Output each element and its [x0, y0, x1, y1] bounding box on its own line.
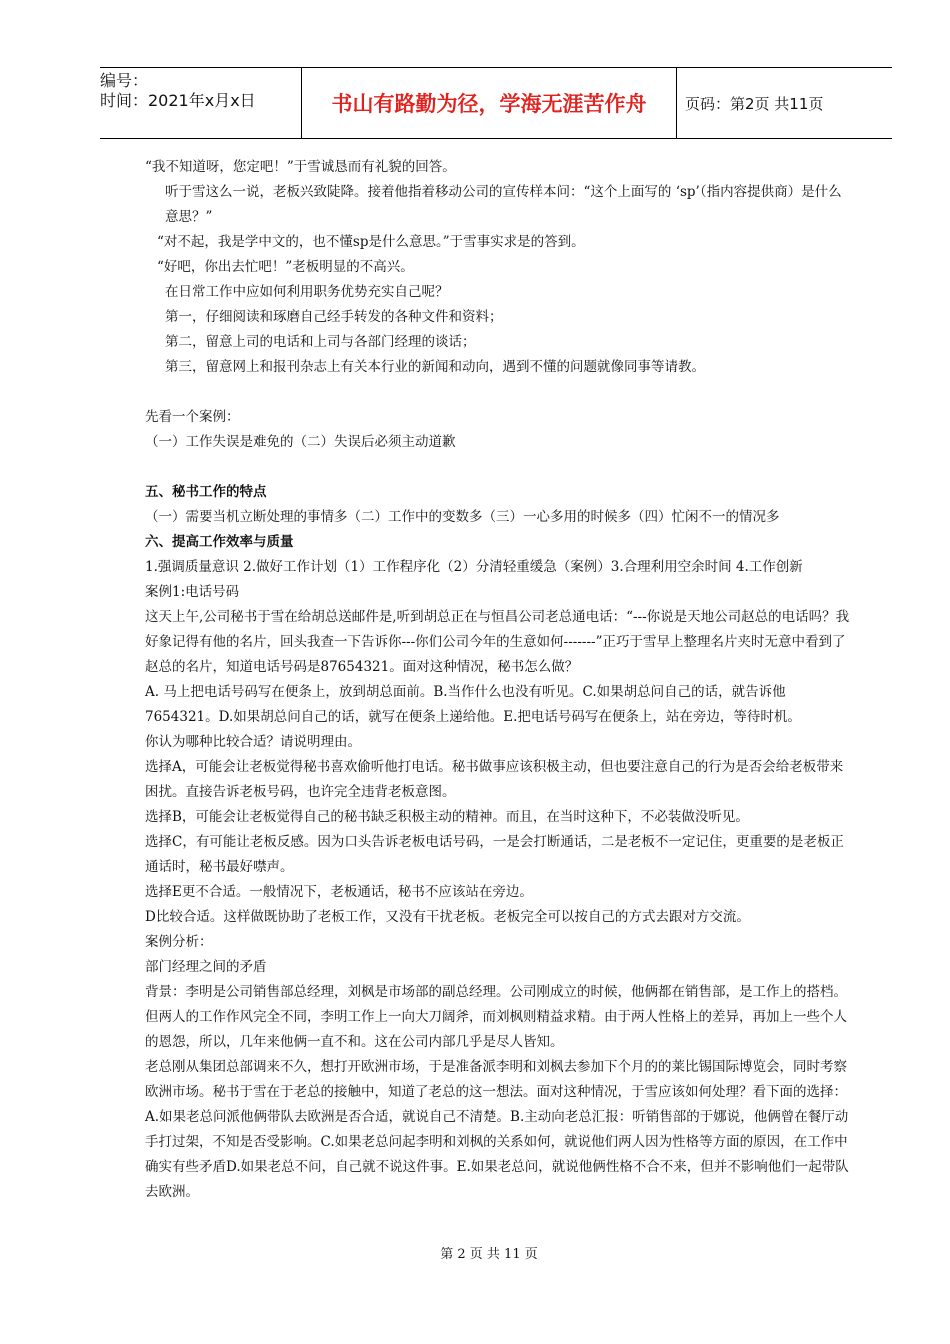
- paragraph: （一）需要当机立断处理的事情多（二）工作中的变数多（三）一心多用的时候多（四）忙闲不一的情况多: [145, 509, 780, 525]
- document-time: 时间：2021年x月x日: [100, 91, 256, 110]
- paragraph: 选择B，可能会让老板觉得自己的秘书缺乏积极主动的精神。而且，在当时这种下，不必装做没听见。: [145, 809, 749, 825]
- section-heading: 六、提高工作效率与质量: [145, 534, 294, 550]
- paragraph: A. 马上把电话号码写在便条上，放到胡总面前。B.当作什么也没有听见。C.如果胡总问自己的话，就告诉他7654321。D.如果胡总问自己的话，就写在便条上递给他。E.把电话号码写在便条上，站在旁边，等待时机。: [145, 684, 801, 725]
- paragraph: A.如果老总问派他俩带队去欧洲是否合适，就说自己不清楚。B.主动向老总汇报：听销售部的于娜说，他俩曾在餐厅动手打过架，不知是否受影响。C.如果老总问起李明和刘枫的关系如何，就说他们两人因为性格等方面的原因，在工作中确实有些矛盾D.如果老总不问，自己就不说这件事。E.如果老总问，就说他俩性格不合不来，但并不影响他们一起带队去欧洲。: [145, 1109, 849, 1200]
- page-header: [100, 67, 892, 139]
- spacer: [145, 380, 855, 405]
- paragraph: 选择E更不合适。一般情况下，老板通话，秘书不应该站在旁边。: [145, 884, 533, 900]
- paragraph: 这天上午,公司秘书于雪在给胡总送邮件是,听到胡总正在与恒昌公司老总通电话：“---你说是天地公司赵总的电话吗？我好象记得有他的名片，回头我查一下告诉你---你们公司今年的生意如何-------”正巧于雪早上整理名片夹时无意中看到了赵总的名片，知道电话号码是87654321。面对这种情况，秘书怎么做？: [145, 609, 850, 675]
- paragraph: 背景：李明是公司销售部总经理，刘枫是市场部的副总经理。公司刚成立的时候，他俩都在销售部，是工作上的搭档。但两人的工作作风完全不同，李明工作上一向大刀阔斧，而刘枫则精益求精。由于两人性格上的差异，再加上一些个人的恩怨，所以，几年来他俩一直不和。这在公司内部几乎是尽人皆知。: [145, 984, 847, 1050]
- document-number: 编号：: [100, 71, 149, 90]
- paragraph: “对不起，我是学中文的，也不懂sp是什么意思。”于雪事实求是的答到。: [157, 234, 585, 250]
- paragraph: D比较合适。这样做既协助了老板工作，又没有干扰老板。老板完全可以按自己的方式去跟对方交流。: [145, 909, 750, 925]
- paragraph: 选择A，可能会让老板觉得秘书喜欢偷听他打电话。秘书做事应该积极主动，但也要注意自己的行为是否会给老板带来困扰。直接告诉老板号码，也许完全违背老板意图。: [145, 759, 844, 800]
- paragraph: 先看一个案例：: [145, 409, 240, 425]
- paragraph: “好吧，你出去忙吧！”老板明显的不高兴。: [157, 259, 414, 275]
- paragraph: 听于雪这么一说，老板兴致陡降。接着他指着移动公司的宣传样本问：“这个上面写的 ‘sp’（指内容提供商）是什么意思？”: [165, 184, 842, 225]
- paragraph: 案例分析：: [145, 934, 213, 950]
- paragraph: 案例1:电话号码: [145, 584, 240, 600]
- paragraph: 选择C，有可能让老板反感。因为口头告诉老板电话号码，一是会打断通话，二是老板不一定记住，更重要的是老板正通话时，秘书最好噤声。: [145, 834, 844, 875]
- header-meta: [100, 68, 302, 138]
- document-body: [145, 155, 855, 1205]
- header-page-number: 页码：第2页 共11页: [685, 94, 824, 113]
- header-motto: 书山有路勤为径，学海无涯苦作舟: [302, 68, 677, 138]
- paragraph: 第三，留意网上和报刊杂志上有关本行业的新闻和动向，遇到不懂的问题就像同事等请教。: [165, 359, 705, 375]
- paragraph: “我不知道呀，您定吧！”于雪诚恳而有礼貌的回答。: [145, 159, 456, 175]
- paragraph: 第二，留意上司的电话和上司与各部门经理的谈话；: [165, 334, 476, 350]
- page-footer: 第 2 页 共 11 页: [440, 1247, 538, 1262]
- paragraph: （一）工作失误是难免的（二）失误后必须主动道歉: [145, 434, 456, 450]
- paragraph: 1.强调质量意识 2.做好工作计划（1）工作程序化（2）分清轻重缓急（案例）3.合理利用空余时间 4.工作创新: [145, 559, 803, 575]
- paragraph: 在日常工作中应如何利用职务优势充实自己呢？: [165, 284, 449, 300]
- paragraph: 第一，仔细阅读和琢磨自己经手转发的各种文件和资料；: [165, 309, 503, 325]
- paragraph: 老总刚从集团总部调来不久，想打开欧洲市场，于是准备派李明和刘枫去参加下个月的的莱比锡国际博览会，同时考察欧洲市场。秘书于雪在于老总的接触中，知道了老总的这一想法。面对这种情况，于雪应该如何处理？看下面的选择：: [145, 1059, 847, 1100]
- section-heading: 五、秘书工作的特点: [145, 484, 267, 500]
- spacer: [145, 455, 855, 480]
- paragraph: 部门经理之间的矛盾: [145, 959, 267, 975]
- paragraph: 你认为哪种比较合适？请说明理由。: [145, 734, 361, 750]
